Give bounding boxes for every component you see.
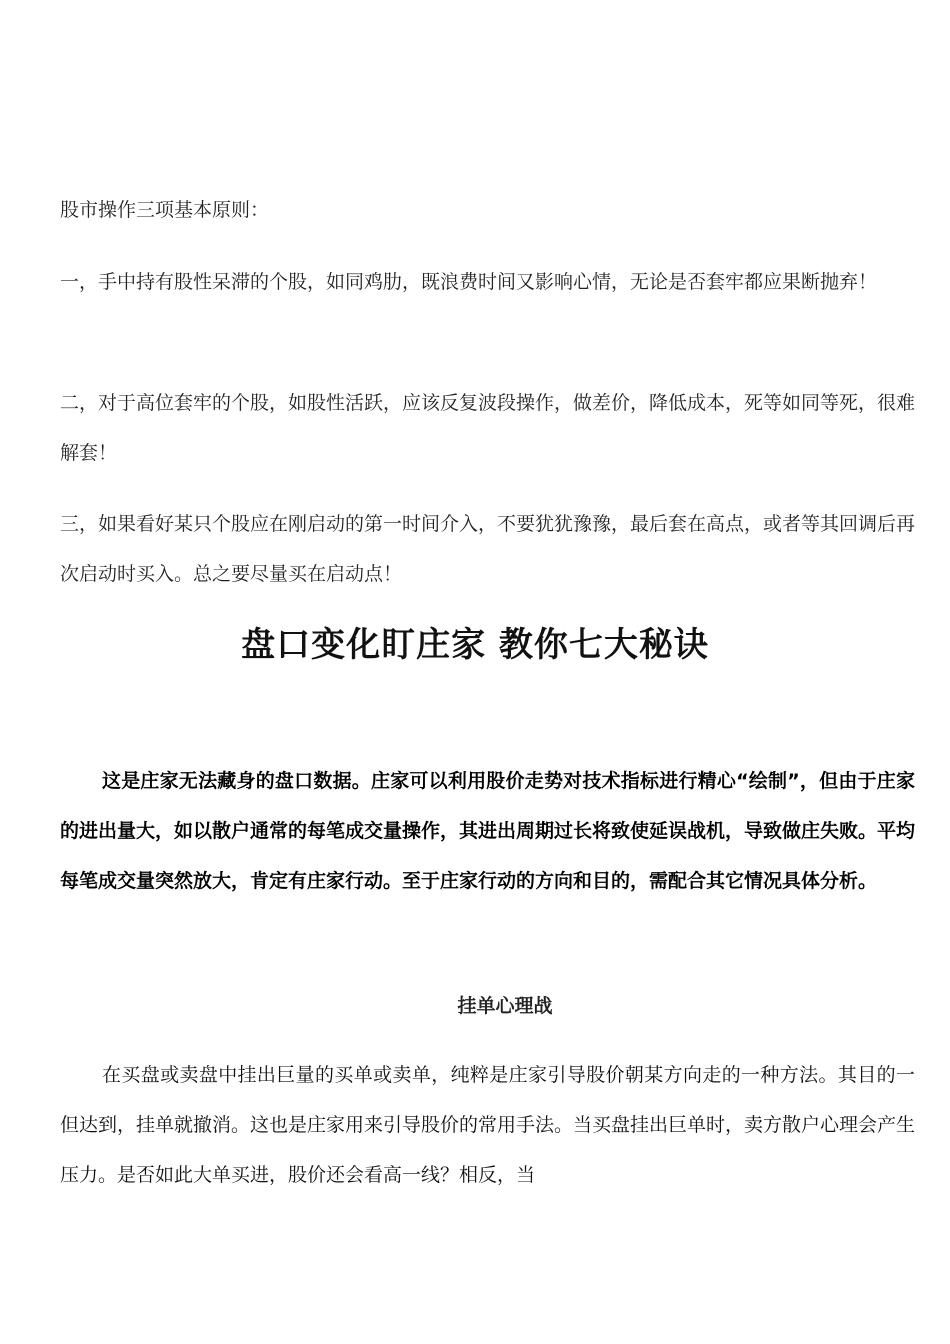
article-title: 盘口变化盯庄家 教你七大秘诀 [241, 625, 709, 665]
intro-bold-paragraph: 这是庄家无法藏身的盘口数据。庄家可以利用股价走势对技术指标进行精心“绘制”，但由于庄家的进出量大，如以散户通常的每笔成交量操作，其进出周期过长将致使延误战机，导致做庄失败。平均每笔成交量突然放大，肯定有庄家行动。至于庄家行动的方向和目的，需配合其它情况具体分析。 [60, 770, 916, 892]
principles-heading: 股市操作三项基本原则： [60, 199, 270, 221]
principle-three: 三，如果看好某只个股应在刚启动的第一时间介入，不要犹犹豫豫，最后套在高点，或者等其回调后再次启动时买入。总之要尽量买在启动点！ [60, 513, 916, 585]
principle-one: 一，手中持有股性呆滞的个股，如同鸡肋，既浪费时间又影响心情，无论是否套牢都应果断抛弃！ [60, 271, 878, 293]
section-title: 挂单心理战 [457, 995, 553, 1017]
principle-two: 二，对于高位套牢的个股，如股性活跃，应该反复波段操作，做差价，降低成本，死等如同等死，很难解套！ [60, 392, 916, 464]
section-paragraph: 在买盘或卖盘中挂出巨量的买单或卖单，纯粹是庄家引导股价朝某方向走的一种方法。其目的一但达到，挂单就撤消。这也是庄家用来引导股价的常用手法。当买盘挂出巨单时，卖方散户心理会产生压力。是否如此大单买进，股价还会看高一线？相反，当 [60, 1064, 916, 1186]
